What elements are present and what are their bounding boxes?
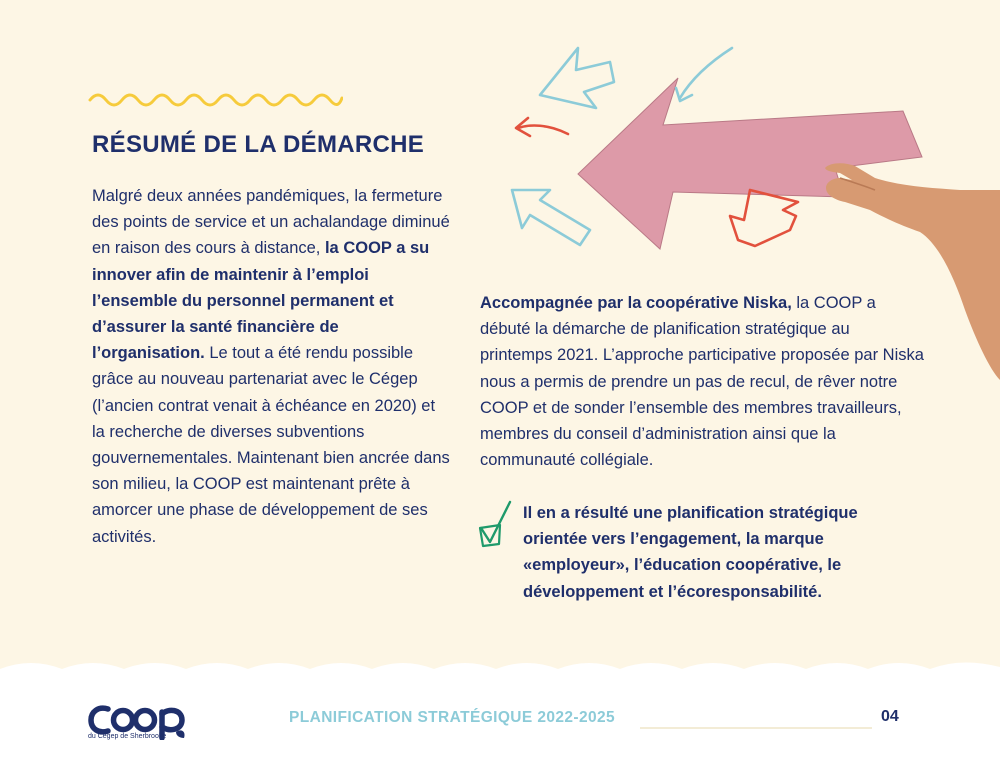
squiggle-decoration-icon xyxy=(88,86,343,108)
niska-text: la COOP a débuté la démarche de planification stratégique au printemps 2021. L’approche participative proposée par Niska nous a permis de prendre un pas de recul, de rêver notre COOP et de sonder l’ensemble des membres travailleurs, membres du conseil d’administration ainsi que la communauté collégiale. xyxy=(480,294,924,470)
summary-text-start: Malgré deux années pandémiques, la fermeture des points de service et un achalandage diminué en raison des cours à distance, xyxy=(92,187,450,258)
conclusion-text: Il en a résulté une planification stratégique orientée vers l’engagement, la marque «employeur», l’éducation coopérative, le développement et l’écoresponsabilité. xyxy=(523,504,858,601)
niska-highlight: Accompagnée par la coopérative Niska, xyxy=(480,294,792,312)
summary-paragraph xyxy=(92,183,452,550)
summary-highlight: la COOP a su innover afin de maintenir à l’emploi l’ensemble du personnel permanent et d’assurer la santé financière de l’organisation. xyxy=(92,239,430,363)
checkmark-box-icon xyxy=(474,500,516,556)
footer-title: PLANIFICATION STRATÉGIQUE 2022-2025 xyxy=(289,709,616,726)
page-number: 04 xyxy=(881,708,899,725)
logo-subtitle: du Cégep de Sherbrooke xyxy=(88,733,167,740)
footer-divider xyxy=(640,727,872,729)
summary-text-end: Le tout a été rendu possible grâce au nouveau partenariat avec le Cégep (l’ancien contrat venait à échéance en 2020) et la recherche de diverses subventions gouvernementales. Maintenant bien ancrée dans son milieu, la COOP est maintenant prête à amorcer une phase de développement de ses activités. xyxy=(92,344,450,546)
section-title: RÉSUMÉ DE LA DÉMARCHE xyxy=(92,131,425,158)
niska-paragraph xyxy=(480,290,925,473)
